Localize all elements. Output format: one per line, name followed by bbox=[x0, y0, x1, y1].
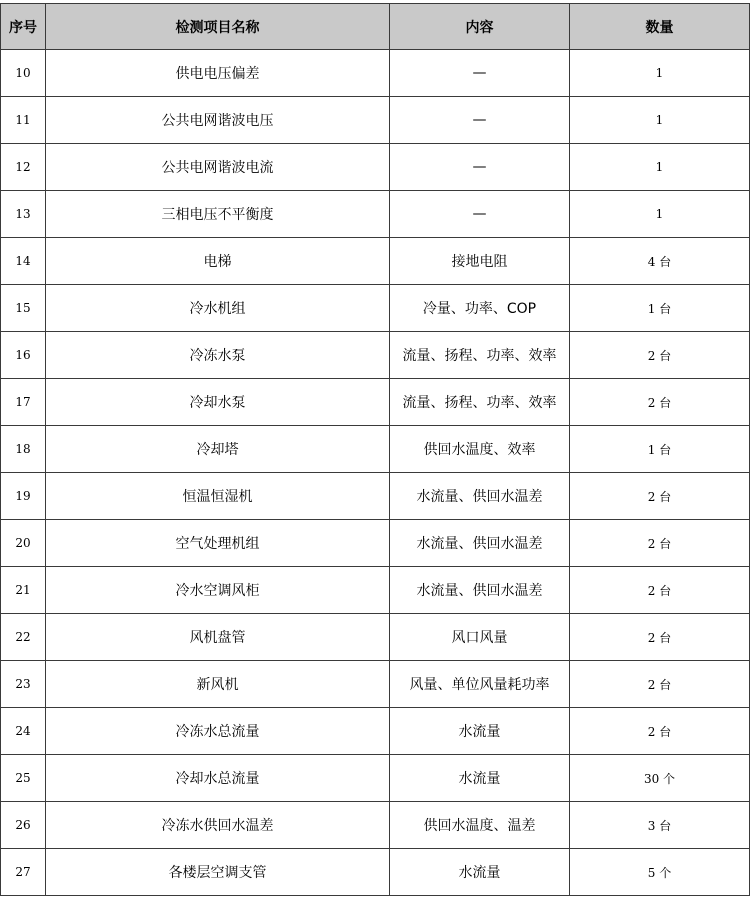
row-item-name-cell: 冷冻水总流量 bbox=[46, 708, 390, 755]
row-item-name-cell: 冷冻水供回水温差 bbox=[46, 802, 390, 849]
row-item-name-cell: 公共电网谐波电压 bbox=[46, 97, 390, 144]
row-content-cell: 供回水温度、温差 bbox=[390, 802, 570, 849]
row-seq-cell: 13 bbox=[1, 191, 46, 238]
row-item-name-cell: 电梯 bbox=[46, 238, 390, 285]
table-row bbox=[1, 285, 750, 332]
inspection-items-table bbox=[0, 3, 750, 896]
header-quantity: 数量 bbox=[570, 4, 750, 50]
row-seq-cell: 14 bbox=[1, 238, 46, 285]
row-quantity-cell: 5 个 bbox=[570, 849, 750, 896]
row-item-name-cell: 冷水空调风柜 bbox=[46, 567, 390, 614]
row-quantity-cell: 1 bbox=[570, 144, 750, 191]
row-content-cell: 风量、单位风量耗功率 bbox=[390, 661, 570, 708]
table-row bbox=[1, 426, 750, 473]
table-row bbox=[1, 238, 750, 285]
row-quantity-cell: 2 台 bbox=[570, 379, 750, 426]
row-content-cell: 水流量、供回水温差 bbox=[390, 473, 570, 520]
row-seq-cell: 25 bbox=[1, 755, 46, 802]
row-content-cell: 水流量 bbox=[390, 755, 570, 802]
row-content-cell: — bbox=[390, 97, 570, 144]
table-row bbox=[1, 50, 750, 97]
header-item-name: 检测项目名称 bbox=[46, 4, 390, 50]
table-row bbox=[1, 708, 750, 755]
row-content-cell: — bbox=[390, 50, 570, 97]
row-seq-cell: 27 bbox=[1, 849, 46, 896]
row-content-cell: — bbox=[390, 144, 570, 191]
row-quantity-cell: 30 个 bbox=[570, 755, 750, 802]
row-item-name-cell: 公共电网谐波电流 bbox=[46, 144, 390, 191]
row-content-cell: 供回水温度、效率 bbox=[390, 426, 570, 473]
row-content-cell: 水流量、供回水温差 bbox=[390, 567, 570, 614]
row-seq-cell: 21 bbox=[1, 567, 46, 614]
row-quantity-cell: 2 台 bbox=[570, 614, 750, 661]
row-seq-cell: 12 bbox=[1, 144, 46, 191]
row-item-name-cell: 新风机 bbox=[46, 661, 390, 708]
table-row bbox=[1, 802, 750, 849]
row-item-name-cell: 冷水机组 bbox=[46, 285, 390, 332]
row-seq-cell: 16 bbox=[1, 332, 46, 379]
row-seq-cell: 20 bbox=[1, 520, 46, 567]
row-item-name-cell: 供电电压偏差 bbox=[46, 50, 390, 97]
row-seq-cell: 15 bbox=[1, 285, 46, 332]
row-quantity-cell: 2 台 bbox=[570, 520, 750, 567]
row-item-name-cell: 三相电压不平衡度 bbox=[46, 191, 390, 238]
table-row bbox=[1, 849, 750, 896]
row-quantity-cell: 2 台 bbox=[570, 332, 750, 379]
table-row bbox=[1, 755, 750, 802]
row-item-name-cell: 风机盘管 bbox=[46, 614, 390, 661]
row-item-name-cell: 空气处理机组 bbox=[46, 520, 390, 567]
row-seq-cell: 10 bbox=[1, 50, 46, 97]
row-quantity-cell: 1 bbox=[570, 50, 750, 97]
row-quantity-cell: 2 台 bbox=[570, 661, 750, 708]
table-body bbox=[1, 50, 750, 896]
row-quantity-cell: 2 台 bbox=[570, 567, 750, 614]
row-seq-cell: 23 bbox=[1, 661, 46, 708]
table-row bbox=[1, 473, 750, 520]
row-content-cell: 风口风量 bbox=[390, 614, 570, 661]
row-content-cell: 水流量 bbox=[390, 708, 570, 755]
header-seq: 序号 bbox=[1, 4, 46, 50]
table-row bbox=[1, 614, 750, 661]
row-quantity-cell: 2 台 bbox=[570, 473, 750, 520]
row-seq-cell: 11 bbox=[1, 97, 46, 144]
row-quantity-cell: 1 bbox=[570, 97, 750, 144]
inspection-items-table-container bbox=[0, 3, 750, 896]
row-seq-cell: 26 bbox=[1, 802, 46, 849]
table-row bbox=[1, 332, 750, 379]
row-content-cell: 冷量、功率、COP bbox=[390, 285, 570, 332]
row-seq-cell: 24 bbox=[1, 708, 46, 755]
row-seq-cell: 18 bbox=[1, 426, 46, 473]
row-seq-cell: 19 bbox=[1, 473, 46, 520]
row-item-name-cell: 冷却塔 bbox=[46, 426, 390, 473]
row-item-name-cell: 冷却水总流量 bbox=[46, 755, 390, 802]
row-content-cell: 接地电阻 bbox=[390, 238, 570, 285]
header-content: 内容 bbox=[390, 4, 570, 50]
row-quantity-cell: 2 台 bbox=[570, 708, 750, 755]
header-row bbox=[1, 4, 750, 50]
row-seq-cell: 22 bbox=[1, 614, 46, 661]
row-quantity-cell: 1 bbox=[570, 191, 750, 238]
row-seq-cell: 17 bbox=[1, 379, 46, 426]
row-content-cell: 流量、扬程、功率、效率 bbox=[390, 379, 570, 426]
table-row bbox=[1, 379, 750, 426]
table-row bbox=[1, 520, 750, 567]
row-item-name-cell: 冷却水泵 bbox=[46, 379, 390, 426]
table-header bbox=[1, 4, 750, 50]
table-row bbox=[1, 97, 750, 144]
row-content-cell: 水流量 bbox=[390, 849, 570, 896]
row-content-cell: 流量、扬程、功率、效率 bbox=[390, 332, 570, 379]
table-row bbox=[1, 144, 750, 191]
row-item-name-cell: 各楼层空调支管 bbox=[46, 849, 390, 896]
row-quantity-cell: 3 台 bbox=[570, 802, 750, 849]
table-row bbox=[1, 567, 750, 614]
table-row bbox=[1, 661, 750, 708]
row-item-name-cell: 恒温恒湿机 bbox=[46, 473, 390, 520]
row-quantity-cell: 1 台 bbox=[570, 285, 750, 332]
row-content-cell: — bbox=[390, 191, 570, 238]
row-quantity-cell: 4 台 bbox=[570, 238, 750, 285]
table-row bbox=[1, 191, 750, 238]
row-quantity-cell: 1 台 bbox=[570, 426, 750, 473]
row-item-name-cell: 冷冻水泵 bbox=[46, 332, 390, 379]
row-content-cell: 水流量、供回水温差 bbox=[390, 520, 570, 567]
